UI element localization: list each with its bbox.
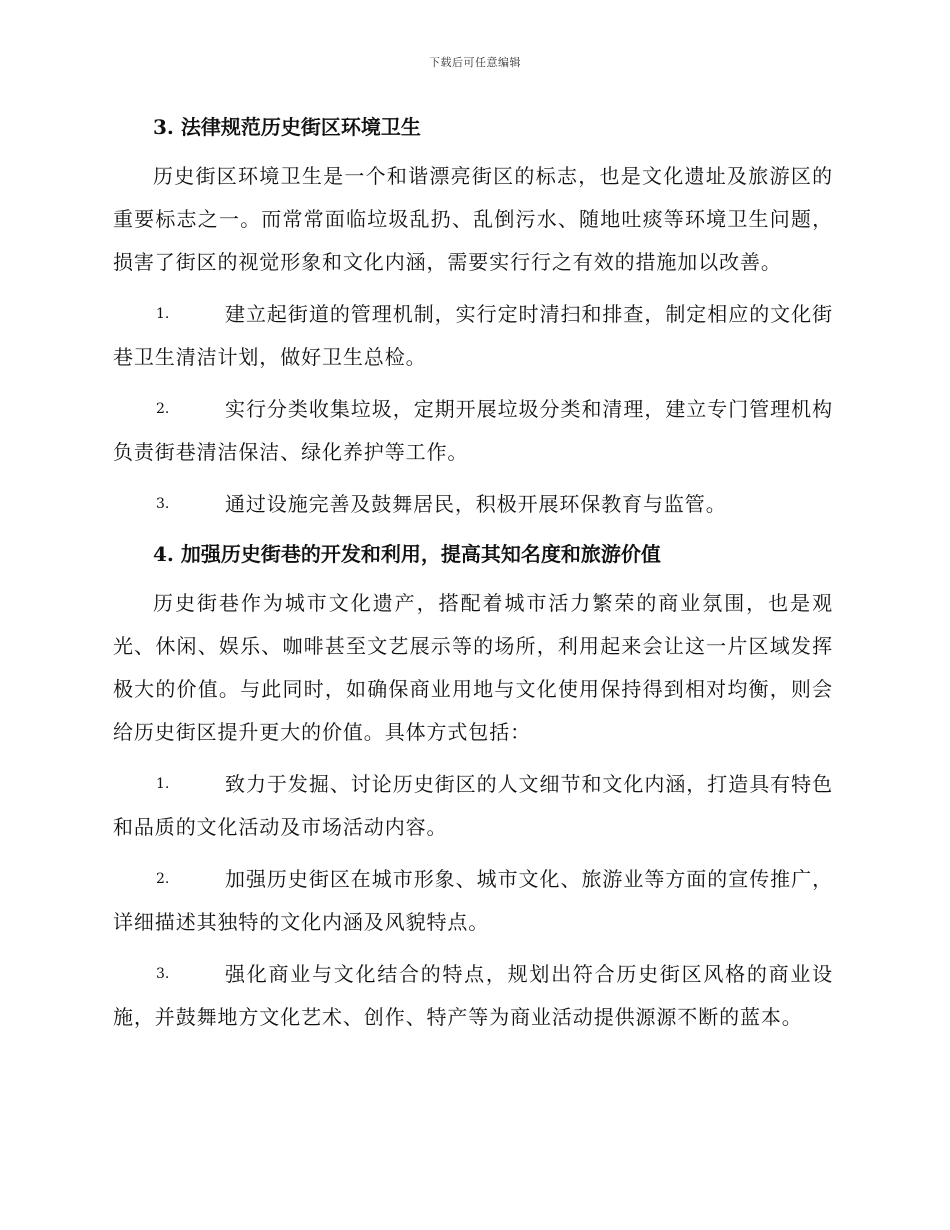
list-item	[113, 953, 833, 1039]
list-item-text: 加强历史街区在城市形象、城市文化、旅游业等方面的宣传推广，详细描述其独特的文化内涵及风貌特点。	[113, 867, 833, 934]
section-heading: 4. 加强历史街巷的开发和利用，提高其知名度和旅游价值	[153, 542, 661, 566]
list-item-text: 致力于发掘、讨论历史街区的人文细节和文化内涵，打造具有特色和品质的文化活动及市场活动内容。	[113, 772, 833, 839]
document-body	[113, 108, 833, 1048]
section-intro: 历史街区环境卫生是一个和谐漂亮街区的标志，也是文化遗址及旅游区的重要标志之一。而常常面临垃圾乱扔、乱倒污水、随地吐痰等环境卫生问题，损害了街区的视觉形象和文化内涵，需要实行行之有效的措施加以改善。	[113, 164, 833, 274]
list-item-number: 1.	[156, 306, 170, 322]
list-item-text: 实行分类收集垃圾，定期开展垃圾分类和清理，建立专门管理机构负责街巷清洁保洁、绿化养护等工作。	[113, 397, 833, 464]
section-intro: 历史街巷作为城市文化遗产，搭配着城市活力繁荣的商业氛围，也是观光、休闲、娱乐、咖啡甚至文艺展示等的场所，利用起来会让这一片区域发挥极大的价值。与此同时，如确保商业用地与文化使用保持得到相对均衡，则会给历史街区提升更大的价值。具体方式包括：	[113, 591, 833, 744]
list-item-number: 2.	[156, 871, 170, 887]
list-item-text: 建立起街道的管理机制，实行定时清扫和排查，制定相应的文化街巷卫生清洁计划，做好卫生总检。	[113, 302, 833, 369]
list-item	[113, 483, 833, 526]
list-item	[113, 388, 833, 474]
list-item	[113, 858, 833, 944]
list-item-number: 2.	[156, 401, 170, 417]
list-item-number: 3.	[156, 496, 170, 512]
list-item-text: 强化商业与文化结合的特点，规划出符合历史街区风格的商业设施，并鼓舞地方文化艺术、创作、特产等为商业活动提供源源不断的蓝本。	[113, 962, 833, 1029]
page-header: 下载后可任意编辑	[429, 56, 521, 69]
list-item-text: 通过设施完善及鼓舞居民，积极开展环保教育与监管。	[225, 492, 727, 516]
list-item-number: 1.	[156, 776, 170, 792]
list-item	[113, 763, 833, 849]
section-heading: 3. 法律规范历史街区环境卫生	[153, 115, 421, 139]
list-item	[113, 293, 833, 379]
list-item-number: 3.	[156, 966, 170, 982]
